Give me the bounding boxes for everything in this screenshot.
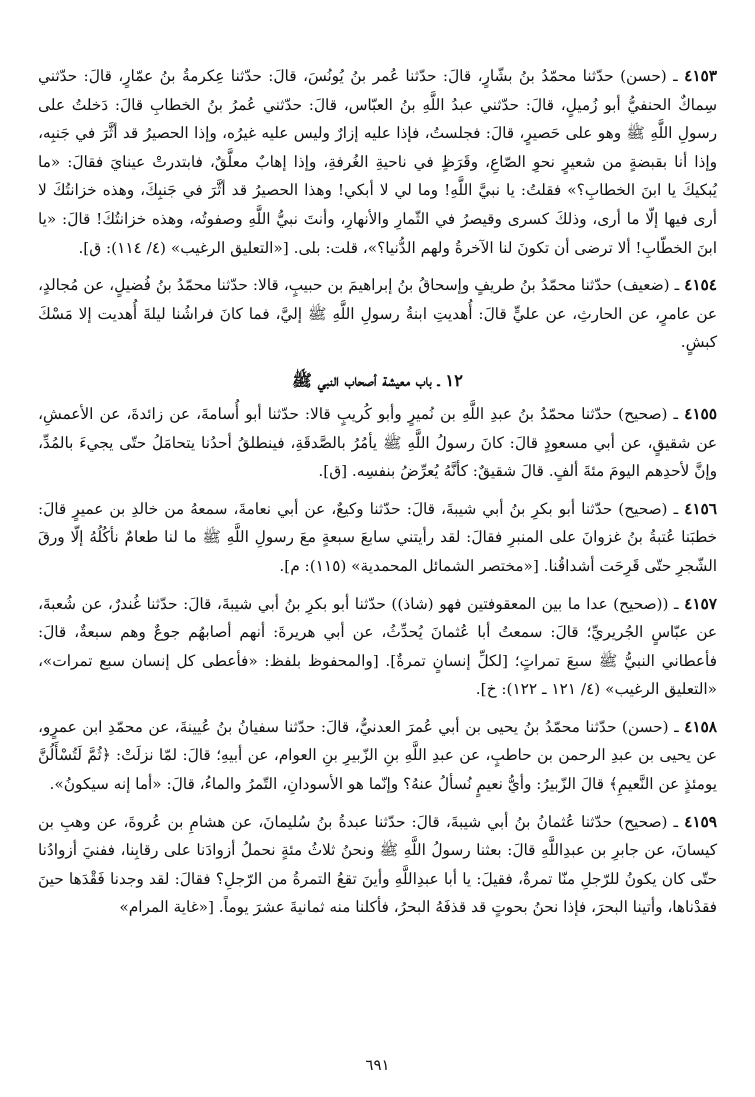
hadith-text: ـ (حسن) حدّثنا محمّدُ بنُ يحيى بن أبي عُمرَ العدنيُّ، قالَ: حدّثنا سفيانُ بنُ عُيينةَ، عن محمّدِ ابن عمرٍو، عن يحيى بن عبدِ الرحمن بن حاطبٍ، عن عبدِ اللَّهِ بنِ الزّبيرِ بنِ العوام، عن أبيهِ؛ قالَ: لمّا نزلَتْ: ﴿ثُمَّ لَتُسْأَلُنَّ يومئذٍ عن النَّعيمِ﴾ قالَ الزّبيرُ: وأيُّ نعيمٍ نُسألُ عنهُ؟ وإنّما هو الأسودانِ، التّمرُ والماءُ، قالَ: «أما إنه سيكونُ».	[38, 717, 717, 794]
hadith-number: ٤١٥٧	[684, 594, 717, 613]
chapter-heading: ١٢ ـ باب معيشة أصحاب النبي ﷺ	[291, 370, 464, 390]
hadith-number: ٤١٥٣	[684, 67, 717, 85]
hadith-text: ـ (صحيح) حدّثنا أبو بكرِ بنُ أبي شيبةَ، قالَ: حدّثنا وكيعٌ، عن أبي نعامةَ، سمعهُ من خالدِ بن عميرٍ قالَ: خطبَنا عُتبةُ بنُ غزوانَ على المنبرِ فقالَ: لقد رأيتني سابعَ سبعةٍ معَ رسولِ اللَّهِ ﷺ ما لنا طعامٌ نأكُلُهُ إلّا ورقَ الشّجرِ حتّى قَرِحَت أشداقُنا. [«مختصر الشمائل المحمدية» (١١٥): م].	[38, 499, 717, 575]
hadith-4153	[38, 62, 717, 262]
hadith-text: ـ (ضعيف) حدّثنا محمّدُ بنُ طريفٍ وإسحاقُ بنُ إبراهيمَ بن حبيبٍ، قالا: حدّثنا محمّدُ بنُ فُضيلٍ، عن مُجالدٍ، عن عامرٍ، عن الحارثِ، عن عليٍّ قالَ: أُهديتِ ابنةُ رسولِ اللَّهِ ﷺ إليَّ، فما كانَ فراشُنا ليلةَ أُهديت إلا مَسْكَ كبشٍ.	[38, 276, 717, 352]
hadith-4159	[38, 808, 717, 922]
hadith-text: ـ (صحيح) حدّثنا عُثمانُ بنُ أبي شيبةَ، قالَ: حدّثنا عبدةُ بنُ سُليمانَ، عن هشامِ بن عُروةَ، عن وهبِ بن كيسانَ، عن جابرِ بن عبدِاللَّهِ قالَ: بعثنا رسولُ اللَّهِ ﷺ ونحنُ ثلاثُ مئةٍ نحملُ أزوادَنا على رقابِنا، ففنيَ أزوادُنا حتّى كان يكونُ للرّجلِ منّا تمرةٌ، فقيلَ: يا أبا عبدِاللَّهِ وأينَ تقعُ التمرةُ من الرّجلِ؟ فقالَ: لقد وجدنا فَقْدَها حينَ فقدْناها، وأتينا البحرَ، فإذا نحنُ بحوتٍ قد قذفَهُ البحرُ، فأكلنا منه ثمانيةَ عشرَ يوماً. [«غاية المرام»	[38, 812, 717, 917]
hadith-number: ٤١٥٥	[684, 404, 717, 423]
hadith-number: ٤١٥٨	[684, 717, 717, 736]
hadith-4158	[38, 713, 717, 799]
hadith-number: ٤١٥٦	[684, 499, 717, 518]
hadith-4155	[38, 400, 717, 486]
hadith-text: ـ (صحيح) حدّثنا محمّدُ بنُ عبدِ اللَّهِ بن نُميرٍ وأبو كُريبٍ قالا: حدّثنا أبو أُسامةَ، عن زائدةَ، عن الأعمشِ، عن شقيقٍ، عن أبي مسعودٍ قالَ: كانَ رسولُ اللَّهِ ﷺ يأمُرُ بالصَّدقَةِ، فينطلقُ أحدُنا يتحامَلُ حتّى يجيءَ بالمُدِّ، وإنَّ لأحدِهم اليومَ مئةَ ألفٍ. قالَ شقيقٌ: كأنَّهُ يُعرِّضُ بنفسِه. [ق].	[38, 404, 717, 481]
hadith-text: ـ (حسن) حدّثنا محمّدُ بنُ بشّارٍ، قالَ: حدّثنا عُمر بنُ يُونُسَ، قالَ: حدّثنا عِكرمةُ بنُ عمّارٍ، قالَ: حدّثني سِماكٌ الحنفيُّ أبو زُميلٍ، قالَ: حدّثني عبدُ اللَّهِ بنُ العبّاس، قالَ: حدّثني عُمرُ بنُ الخطابِ قالَ: دَخلتُ على رسولِ اللَّهِ ﷺ وهو على حَصيرٍ، قالَ: فجلستُ، فإذا عليه إزارٌ وليس عليه غيرُه، وإذا الحصيرُ قد أثَّرَ في جَنبِه، وإذا أنا بقبضةٍ من شعيرٍ نحوِ الصّاعِ، وقَرَظٍ في ناحيةِ الغُرفةِ، وإذا إهابٌ معلَّقٌ، فابتدرتْ عينايَ فقالَ: «ما يُبكيكَ يا ابنَ الخطابِ؟» فقلتُ: يا نبيَّ اللَّهِ! وما لي لا أبكي! وهذا الحصيرُ قد أثَّرَ في جَنبِكَ، وهذه خزانتُكَ لا أرى فيها إلّا ما أرى، وذلكَ كسرى وقيصرُ في الثّمارِ والأنهارِ، وأنتَ نبيُّ اللَّهِ وصفوتُه، وهذه خزانتُكَ! قالَ: «يا ابنَ الخطّابِ! ألا ترضى أن تكونَ لنا الآخرةُ ولهم الدُّنيا؟»، قلت: بلى. [«التعليق الرغيب» (٤/ ١١٤): ق].	[38, 67, 717, 257]
page-number: ٦٩١	[365, 1056, 390, 1074]
hadith-4156	[38, 495, 717, 581]
hadith-text: ـ ((صحيح) عدا ما بين المعقوفتين فهو (شاذ)) حدّثنا أبو بكرِ بنُ أبي شيبةَ، قالَ: حدّثنا غُندرٌ، عن شُعبةَ، عن عبّاسٍ الجُريريِّ؛ قالَ: سمعتُ أبا عُثمانَ يُحدِّثُ، عن أبي هريرةَ: أنهم أصابهُم جوعٌ وهم سبعةٌ، قالَ: فأعطاني النبيُّ ﷺ سبعَ تمراتٍ؛ [لكلِّ إنسانٍ تمرةٌ]. [والمحفوظ بلفظ: «فأعطى كل إنسان سبع تمرات»، «التعليق الرغيب» (٤/ ١٢١ ـ ١٢٢): خ].	[38, 594, 717, 699]
hadith-4157	[38, 590, 717, 704]
hadith-number: ٤١٥٤	[684, 276, 717, 295]
hadith-number: ٤١٥٩	[684, 812, 717, 831]
hadith-4154	[38, 271, 717, 357]
